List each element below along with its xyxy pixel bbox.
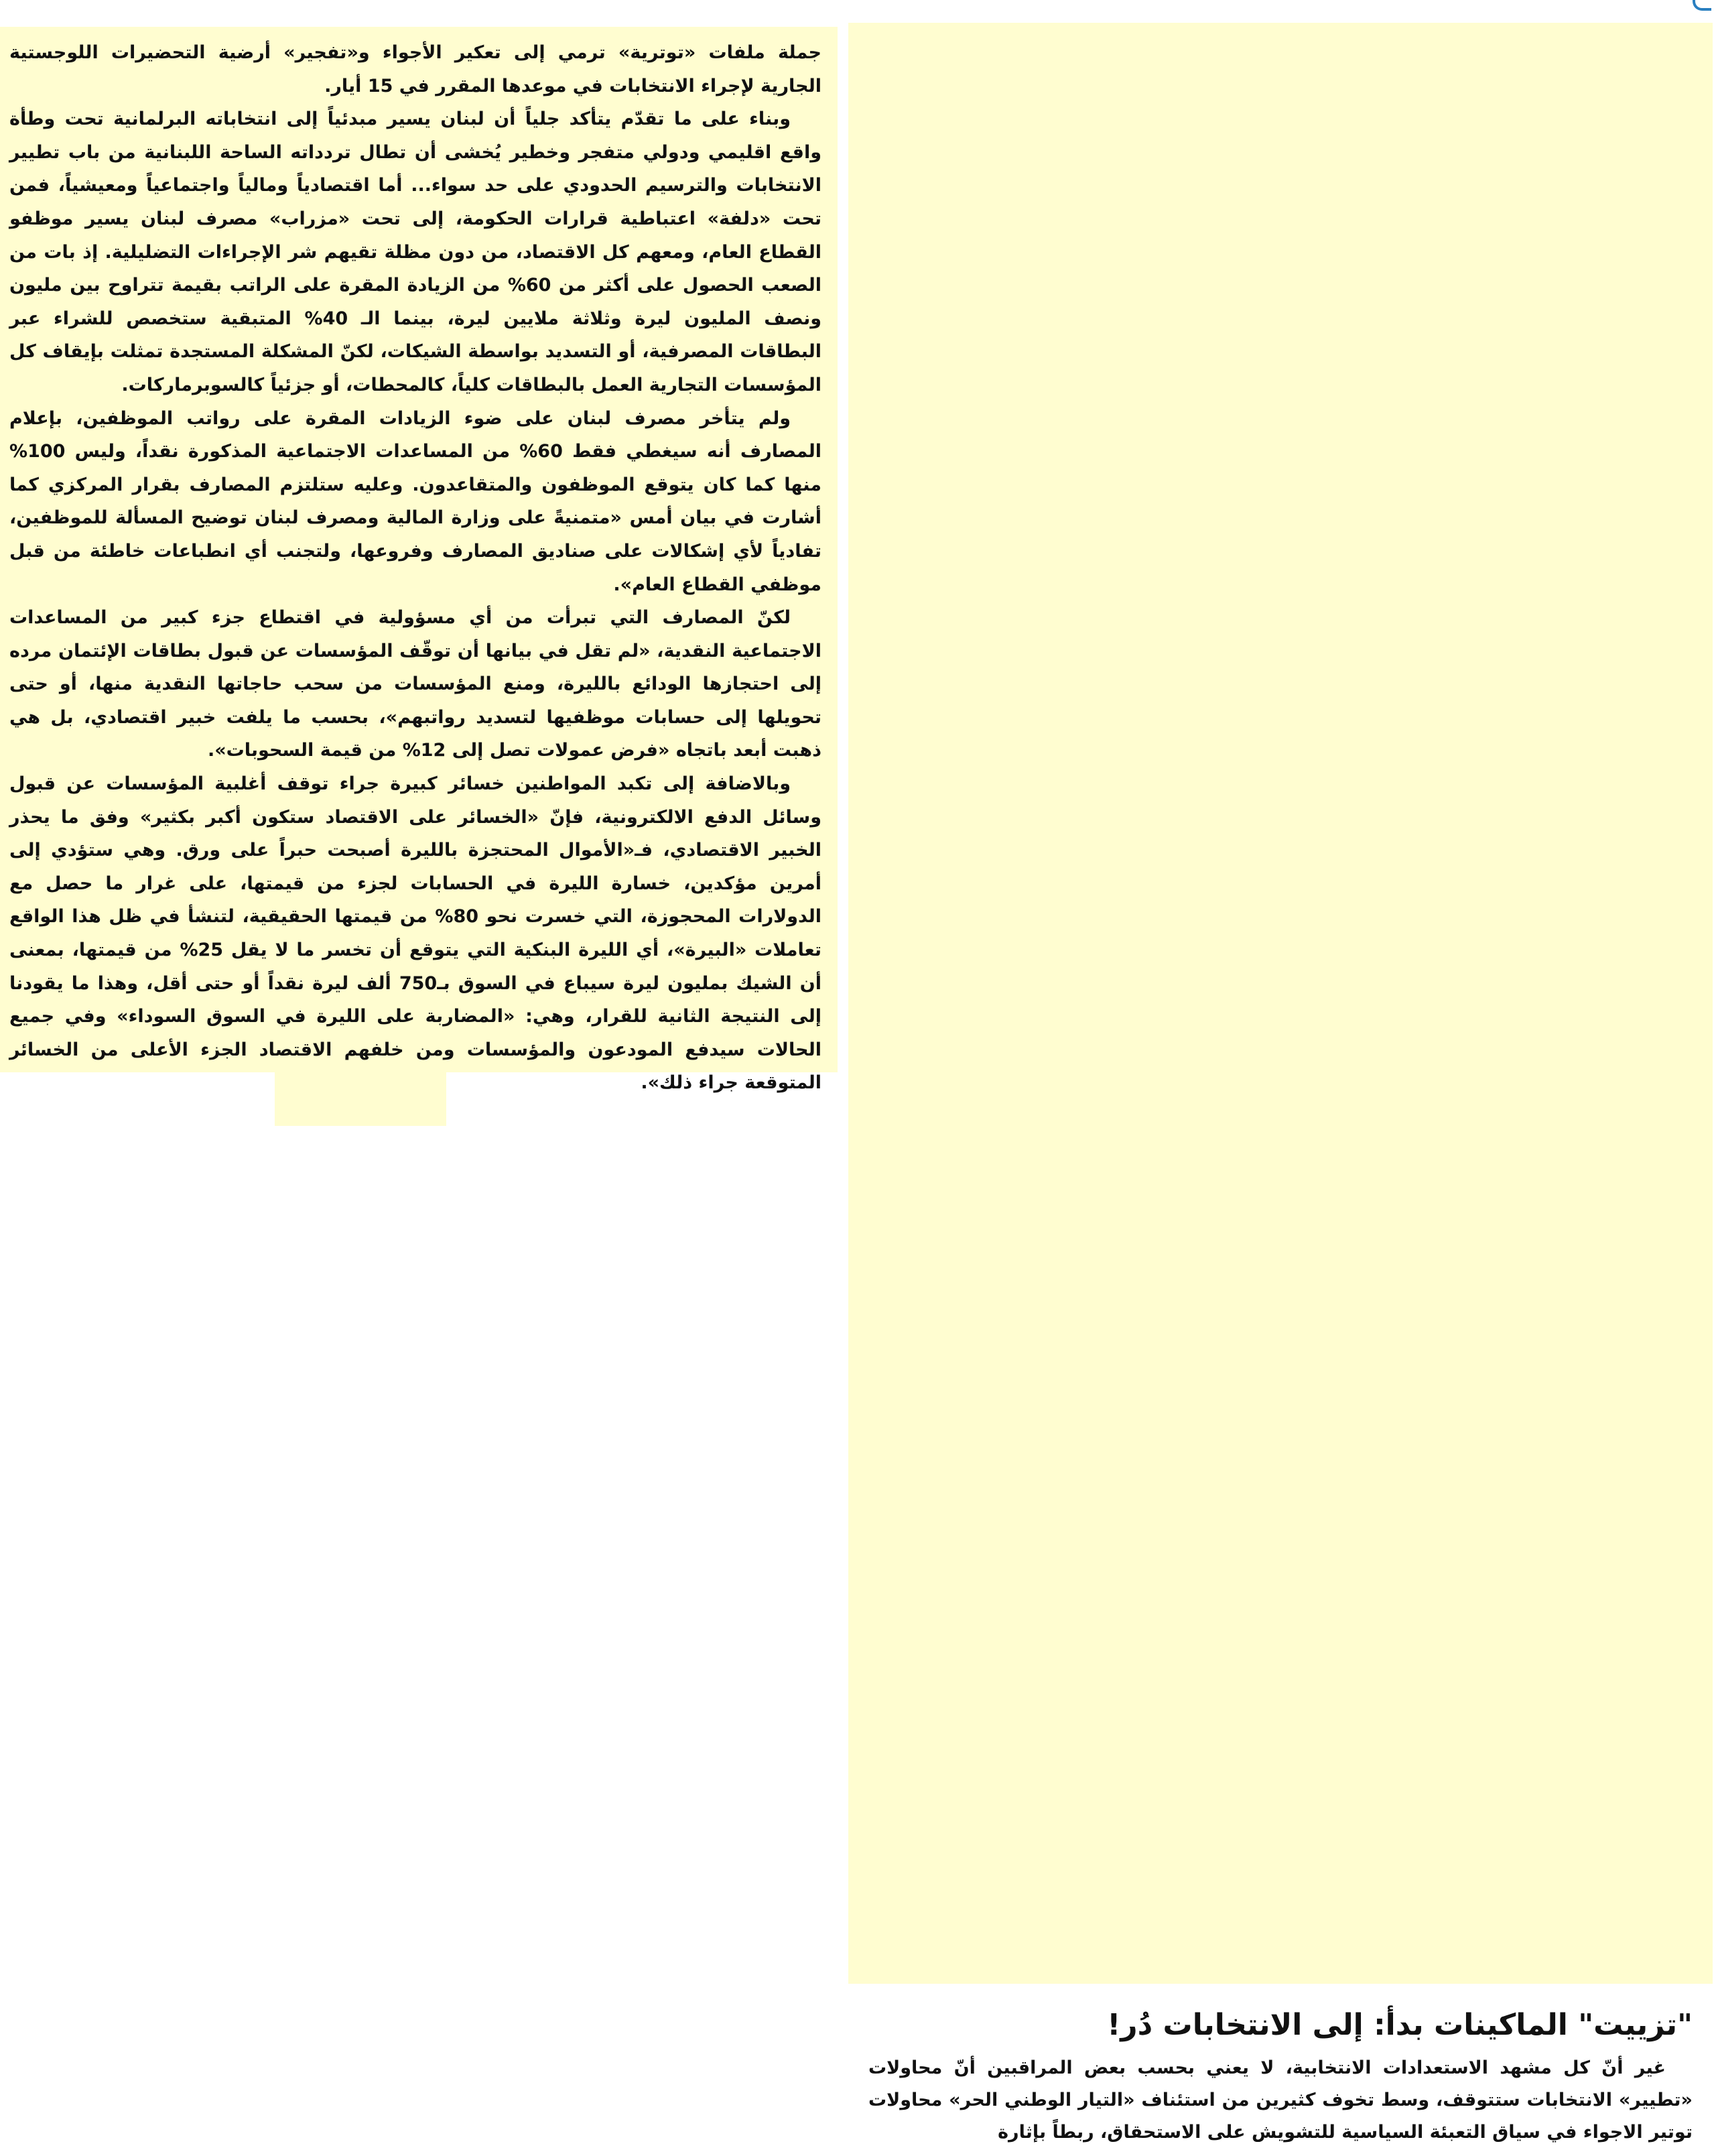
right-highlight-panel <box>848 23 1713 1984</box>
corner-accent-icon <box>1693 0 1711 11</box>
bottom-article-title: "تزييت" الماكينات بدأ: إلى الانتخابات دُر! <box>1107 2008 1693 2042</box>
bottom-article-text <box>868 2052 1693 2149</box>
article-paragraph: وبالاضافة إلى تكبد المواطنين خسائر كبيرة جراء توقف أغلبية المؤسسات عن قبول وسائل الدفع الالكترونية، فإنّ «الخسائر على الاقتصاد ستكون أكبر بكثير» وفق ما يحذر الخبير الاقتصادي، فـ«الأموال المحتجزة بالليرة أصبحت حبراً على ورق. وهي ستؤدي إلى أمرين مؤكدين، خسارة الليرة في الحسابات لجزء من قيمتها، على غرار ما حصل مع الدولارات المحجوزة، التي خسرت نحو 80% من قيمتها الحقيقية، لتنشأ في ظل هذا الواقع تعاملات «البيرة»، أي الليرة البنكية التي يتوقع أن تخسر ما لا يقل 25% من قيمتها، بمعنى أن الشيك بمليون ليرة سيباع في السوق بـ750 ألف ليرة نقداً أو حتى أقل، وهذا ما يقودنا إلى النتيجة الثانية للقرار، وهي: «المضاربة على الليرة في السوق السوداء» وفي جميع الحالات سيدفع المودعون والمؤسسات ومن خلفهم الاقتصاد الجزء الأعلى من الخسائر المتوقعة جراء ذلك». <box>9 773 821 1094</box>
bottom-article <box>848 2004 1713 2156</box>
article-paragraph: لكنّ المصارف التي تبرأت من أي مسؤولية في اقتطاع جزء كبير من المساعدات الاجتماعية النقدية، «لم تقل في بيانها أن توقّف المؤسسات عن قبول بطاقات الإئتمان مرده إلى احتجازها الودائع بالليرة، ومنع المؤسسات من سحب حاجاتها النقدية منها، أو حتى تحويلها إلى حسابات موظفيها لتسديد رواتبهم»، بحسب ما يلفت خبير اقتصادي، بل هي ذهبت أبعد باتجاه «فرض عمولات تصل إلى 12% من قيمة السحوبات». <box>9 607 821 761</box>
article-paragraph: جملة ملفات «توترية» ترمي إلى تعكير الأجواء و«تفجير» أرضية التحضيرات اللوجستية الجارية لإجراء الانتخابات في موعدها المقرر في 15 أيار. <box>9 42 821 97</box>
article-paragraph: وبناء على ما تقدّم يتأكد جلياً أن لبنان يسير مبدئياً إلى انتخاباته البرلمانية تحت وطأة واقع اقليمي ودولي متفجر وخطير يُخشى أن تطال تردداته الساحة اللبنانية من باب تطيير الانتخابات والترسيم الحدودي على حد سواء... أما اقتصادياً ومالياً واجتماعياً ومعيشياً، فمن تحت «دلفة» اعتباطية قرارات الحكومة، إلى تحت «مزراب» مصرف لبنان يسير موظفو القطاع العام، ومعهم كل الاقتصاد، من دون مظلة تقيهم شر الإجراءات التضليلية. إذ بات من الصعب الحصول على أكثر من 60% من الزيادة المقرة على الراتب بقيمة تتراوح بين مليون ونصف المليون ليرة وثلاثة ملايين ليرة، بينما الـ 40% المتبقية ستخصص للشراء عبر البطاقات المصرفية، أو التسديد بواسطة الشيكات، لكنّ المشكلة المستجدة تمثلت بإيقاف كل المؤسسات التجارية العمل بالبطاقات كلياً، كالمحطات، أو جزئياً كالسوبرماركات. <box>9 109 821 395</box>
article-paragraph: غير أنّ كل مشهد الاستعدادات الانتخابية، لا يعني بحسب بعض المراقبين أنّ محاولات «تطيير» الانتخابات ستتوقف، وسط تخوف كثيرين من استئناف «التيار الوطني الحر» محاولات توتير الاجواء في سياق التعبئة السياسية للتشويش على الاستحقاق، ربطاً بإثارة <box>868 2057 1693 2143</box>
main-article-column <box>0 27 838 1126</box>
main-article-text <box>9 36 821 1100</box>
article-paragraph: ولم يتأخر مصرف لبنان على ضوء الزيادات المقرة على رواتب الموظفين، بإعلام المصارف أنه سيغطي فقط 60% من المساعدات الاجتماعية المذكورة نقداً، وليس 100% منها كما كان يتوقع الموظفون والمتقاعدون. وعليه ستلتزم المصارف بقرار المركزي كما أشارت في بيان أمس «متمنيةً على وزارة المالية ومصرف لبنان توضيح المسألة للموظفين، تفادياً لأي إشكالات على صناديق المصارف وفروعها، ولتجنب أي انطباعات خاطئة من قبل موظفي القطاع العام». <box>9 407 822 595</box>
